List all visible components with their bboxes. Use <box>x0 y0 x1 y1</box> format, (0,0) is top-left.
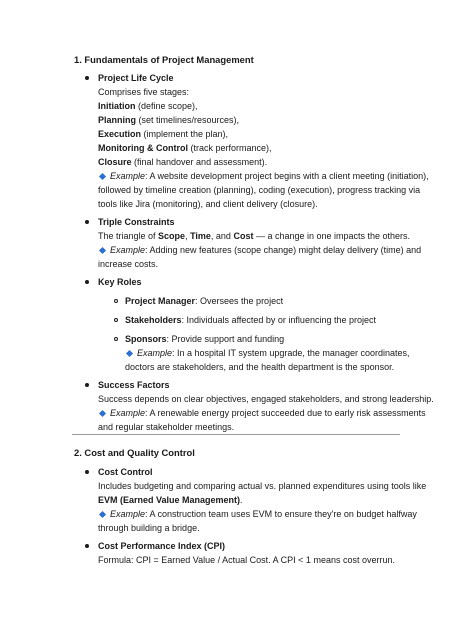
life-cycle-example-line3: tools like Jira (monitoring), and client delivery (closure). <box>98 199 318 209</box>
cost-control-title: Cost Control <box>98 467 153 477</box>
stage-monitoring: Monitoring & Control (track performance), <box>98 143 272 153</box>
triple-title: Triple Constraints <box>98 217 175 227</box>
cost-control-evm: EVM (Earned Value Management). <box>98 495 243 505</box>
success-title: Success Factors <box>98 380 170 390</box>
diamond-icon <box>99 511 106 518</box>
diamond-icon <box>99 247 106 254</box>
triple-example: Example: Adding new features (scope change) might delay delivery (time) and <box>98 243 421 257</box>
stage-closure: Closure (final handover and assessment). <box>98 157 268 167</box>
diamond-icon <box>126 350 133 357</box>
cost-control-text: Includes budgeting and comparing actual vs. planned expenditures using tools like <box>98 481 427 491</box>
life-cycle-title: Project Life Cycle <box>98 73 174 83</box>
role-sponsors: Sponsors: Provide support and funding <box>125 334 285 344</box>
section-heading-2: 2. Cost and Quality Control <box>74 447 195 458</box>
stage-planning: Planning (set timelines/resources), <box>98 115 240 125</box>
cpi-formula: Formula: CPI = Earned Value / Actual Cost. A CPI < 1 means cost overrun. <box>98 555 395 565</box>
success-example-line2: and regular stakeholder meetings. <box>98 422 235 432</box>
cpi-title: Cost Performance Index (CPI) <box>98 541 226 551</box>
role-project-manager: Project Manager: Oversees the project <box>125 296 284 306</box>
triple-example-line2: increase costs. <box>98 259 159 269</box>
diamond-icon <box>99 173 106 180</box>
roles-example-line2: doctors are stakeholders, and the health department is the sponsor. <box>125 362 395 372</box>
life-cycle-intro: Comprises five stages: <box>98 87 190 97</box>
roles-example: Example: In a hospital IT system upgrade, the manager coordinates, <box>125 346 409 360</box>
life-cycle-example-line2: followed by timeline creation (planning), coding (execution), progress tracking via <box>98 185 421 195</box>
triple-text: The triangle of Scope, Time, and Cost — a change in one impacts the others. <box>98 231 411 241</box>
diamond-icon <box>99 410 106 417</box>
cost-control-example-line2: through building a bridge. <box>98 523 200 533</box>
success-example: Example: A renewable energy project succeeded due to early risk assessments <box>98 406 426 420</box>
section-divider <box>72 434 400 435</box>
roles-title: Key Roles <box>98 277 142 287</box>
stage-execution: Execution (implement the plan), <box>98 129 229 139</box>
section-heading-1: 1. Fundamentals of Project Management <box>74 54 254 65</box>
success-text: Success depends on clear objectives, engaged stakeholders, and strong leadership. <box>98 394 434 404</box>
stage-initiation: Initiation (define scope), <box>98 101 198 111</box>
cost-control-example: Example: A construction team uses EVM to ensure they're on budget halfway <box>98 507 417 521</box>
role-stakeholders: Stakeholders: Individuals affected by or influencing the project <box>125 315 376 325</box>
life-cycle-example: Example: A website development project begins with a client meeting (initiation), <box>98 169 429 183</box>
